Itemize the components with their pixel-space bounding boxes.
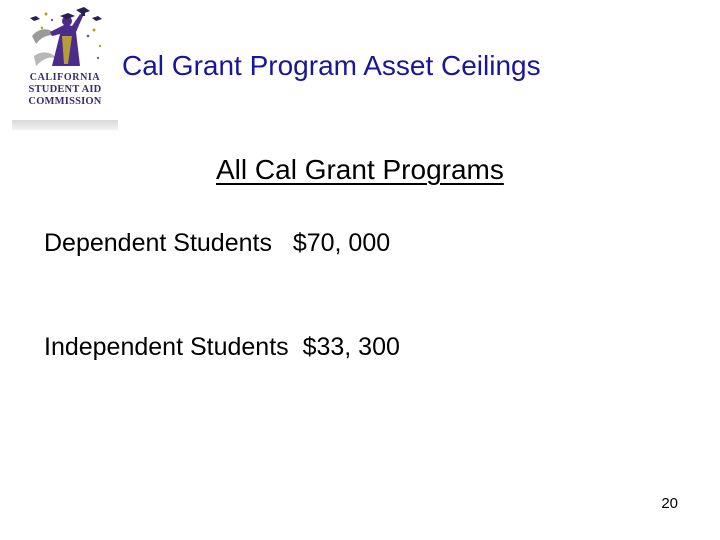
slide-subtitle: All Cal Grant Programs bbox=[216, 154, 504, 185]
ceiling-value: $70, 000 bbox=[292, 229, 391, 257]
page-number: 20 bbox=[661, 495, 678, 512]
logo-line-commission: COMMISSION bbox=[28, 96, 102, 107]
independent-students-ceiling bbox=[44, 333, 400, 362]
logo-line-california: CALIFORNIA bbox=[29, 72, 101, 83]
graduate-figure-icon bbox=[22, 6, 108, 78]
slide-title: Cal Grant Program Asset Ceilings bbox=[122, 50, 541, 81]
logo-line-student-aid: STUDENT AID bbox=[28, 84, 102, 95]
ceiling-label: Independent Students bbox=[44, 333, 289, 361]
ceiling-value: $33, 300 bbox=[302, 333, 400, 361]
logo-shadow bbox=[12, 120, 118, 130]
california-student-aid-commission-logo bbox=[12, 6, 118, 126]
logo-wordmark bbox=[12, 72, 118, 108]
dependent-students-ceiling bbox=[44, 229, 390, 258]
ceiling-label: Dependent Students bbox=[44, 229, 272, 257]
